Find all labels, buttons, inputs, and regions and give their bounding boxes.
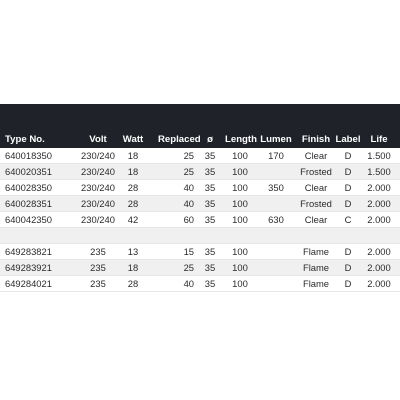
cell-finish: Flame bbox=[302, 246, 330, 257]
cell-length: 100 bbox=[232, 246, 248, 257]
spec-table bbox=[0, 104, 400, 292]
cell-life: 2.000 bbox=[367, 262, 391, 273]
table-body-group-2 bbox=[0, 244, 400, 292]
table-header bbox=[0, 104, 400, 148]
cell-length: 100 bbox=[232, 278, 248, 289]
cell-life: 2.000 bbox=[367, 182, 391, 193]
cell-length: 100 bbox=[232, 182, 248, 193]
cell-life: 1.500 bbox=[367, 166, 391, 177]
header-diameter: ø bbox=[207, 134, 213, 145]
cell-length: 100 bbox=[232, 198, 248, 209]
cell-finish: Clear bbox=[304, 150, 328, 161]
cell-label: D bbox=[344, 150, 352, 161]
cell-finish: Frosted bbox=[300, 198, 332, 209]
cell-type-no: 640028350 bbox=[5, 182, 52, 193]
cell-length: 100 bbox=[232, 166, 248, 177]
header-length: Length bbox=[225, 134, 257, 145]
cell-label: D bbox=[344, 182, 352, 193]
cell-replaced: 15 bbox=[183, 246, 194, 257]
cell-replaced: 25 bbox=[183, 262, 194, 273]
cell-type-no: 640028351 bbox=[5, 198, 52, 209]
cell-watt: 18 bbox=[127, 166, 139, 177]
cell-type-no: 649283821 bbox=[5, 246, 52, 257]
cell-diameter: 35 bbox=[204, 262, 216, 273]
cell-diameter: 35 bbox=[204, 198, 216, 209]
cell-finish: Flame bbox=[302, 262, 330, 273]
table-row bbox=[0, 196, 400, 212]
cell-replaced: 25 bbox=[183, 150, 194, 161]
cell-volt: 235 bbox=[90, 246, 106, 257]
cell-label: D bbox=[344, 278, 352, 289]
cell-life: 2.000 bbox=[367, 214, 391, 225]
cell-label: C bbox=[344, 214, 352, 225]
table-row bbox=[0, 164, 400, 180]
cell-type-no: 649283921 bbox=[5, 262, 52, 273]
cell-length: 100 bbox=[232, 150, 248, 161]
table-row bbox=[0, 260, 400, 276]
cell-replaced: 40 bbox=[183, 182, 194, 193]
cell-label: D bbox=[344, 166, 352, 177]
cell-finish: Clear bbox=[304, 182, 328, 193]
cell-label: D bbox=[344, 246, 352, 257]
group-separator bbox=[0, 228, 400, 244]
cell-replaced: 40 bbox=[183, 278, 194, 289]
cell-watt: 28 bbox=[127, 278, 139, 289]
cell-volt: 230/240 bbox=[81, 198, 115, 209]
cell-watt: 18 bbox=[127, 150, 139, 161]
header-volt: Volt bbox=[89, 134, 107, 145]
cell-diameter: 35 bbox=[204, 214, 216, 225]
header-life: Life bbox=[370, 134, 388, 145]
cell-volt: 230/240 bbox=[81, 150, 115, 161]
cell-volt: 235 bbox=[90, 278, 106, 289]
cell-length: 100 bbox=[232, 214, 248, 225]
cell-diameter: 35 bbox=[204, 278, 216, 289]
cell-diameter: 35 bbox=[204, 150, 216, 161]
cell-life: 2.000 bbox=[367, 198, 391, 209]
cell-type-no: 649284021 bbox=[5, 278, 52, 289]
cell-life: 2.000 bbox=[367, 246, 391, 257]
table-body-group-1 bbox=[0, 148, 400, 228]
cell-watt: 28 bbox=[127, 182, 139, 193]
cell-life: 2.000 bbox=[367, 278, 391, 289]
cell-lumen: 350 bbox=[268, 182, 284, 193]
cell-watt: 28 bbox=[127, 198, 139, 209]
cell-type-no: 640042350 bbox=[5, 214, 52, 225]
cell-replaced: 25 bbox=[183, 166, 194, 177]
cell-diameter: 35 bbox=[204, 246, 216, 257]
cell-length: 100 bbox=[232, 262, 248, 273]
cell-replaced: 40 bbox=[183, 198, 194, 209]
cell-label: D bbox=[344, 262, 352, 273]
cell-type-no: 640018350 bbox=[5, 150, 52, 161]
cell-diameter: 35 bbox=[204, 166, 216, 177]
table-row bbox=[0, 244, 400, 260]
table-row bbox=[0, 212, 400, 228]
cell-finish: Flame bbox=[302, 278, 330, 289]
table-row bbox=[0, 180, 400, 196]
cell-life: 1.500 bbox=[367, 150, 391, 161]
cell-diameter: 35 bbox=[204, 182, 216, 193]
cell-replaced: 60 bbox=[183, 214, 194, 225]
cell-finish: Clear bbox=[304, 214, 328, 225]
cell-lumen: 170 bbox=[268, 150, 284, 161]
cell-finish: Frosted bbox=[300, 166, 332, 177]
header-label: Label bbox=[335, 134, 361, 145]
header-watt: Watt bbox=[122, 134, 144, 145]
cell-volt: 235 bbox=[90, 262, 106, 273]
cell-volt: 230/240 bbox=[81, 182, 115, 193]
header-type-no: Type No. bbox=[5, 134, 45, 145]
cell-type-no: 640020351 bbox=[5, 166, 52, 177]
cell-watt: 13 bbox=[127, 246, 139, 257]
cell-volt: 230/240 bbox=[81, 214, 115, 225]
table-row bbox=[0, 276, 400, 292]
cell-lumen: 630 bbox=[268, 214, 284, 225]
header-lumen: Lumen bbox=[260, 134, 292, 145]
cell-label: D bbox=[344, 198, 352, 209]
cell-volt: 230/240 bbox=[81, 166, 115, 177]
header-finish: Finish bbox=[301, 134, 331, 145]
header-replaced: Replaced bbox=[158, 134, 201, 145]
cell-watt: 42 bbox=[127, 214, 139, 225]
cell-watt: 18 bbox=[127, 262, 139, 273]
table-row bbox=[0, 148, 400, 164]
